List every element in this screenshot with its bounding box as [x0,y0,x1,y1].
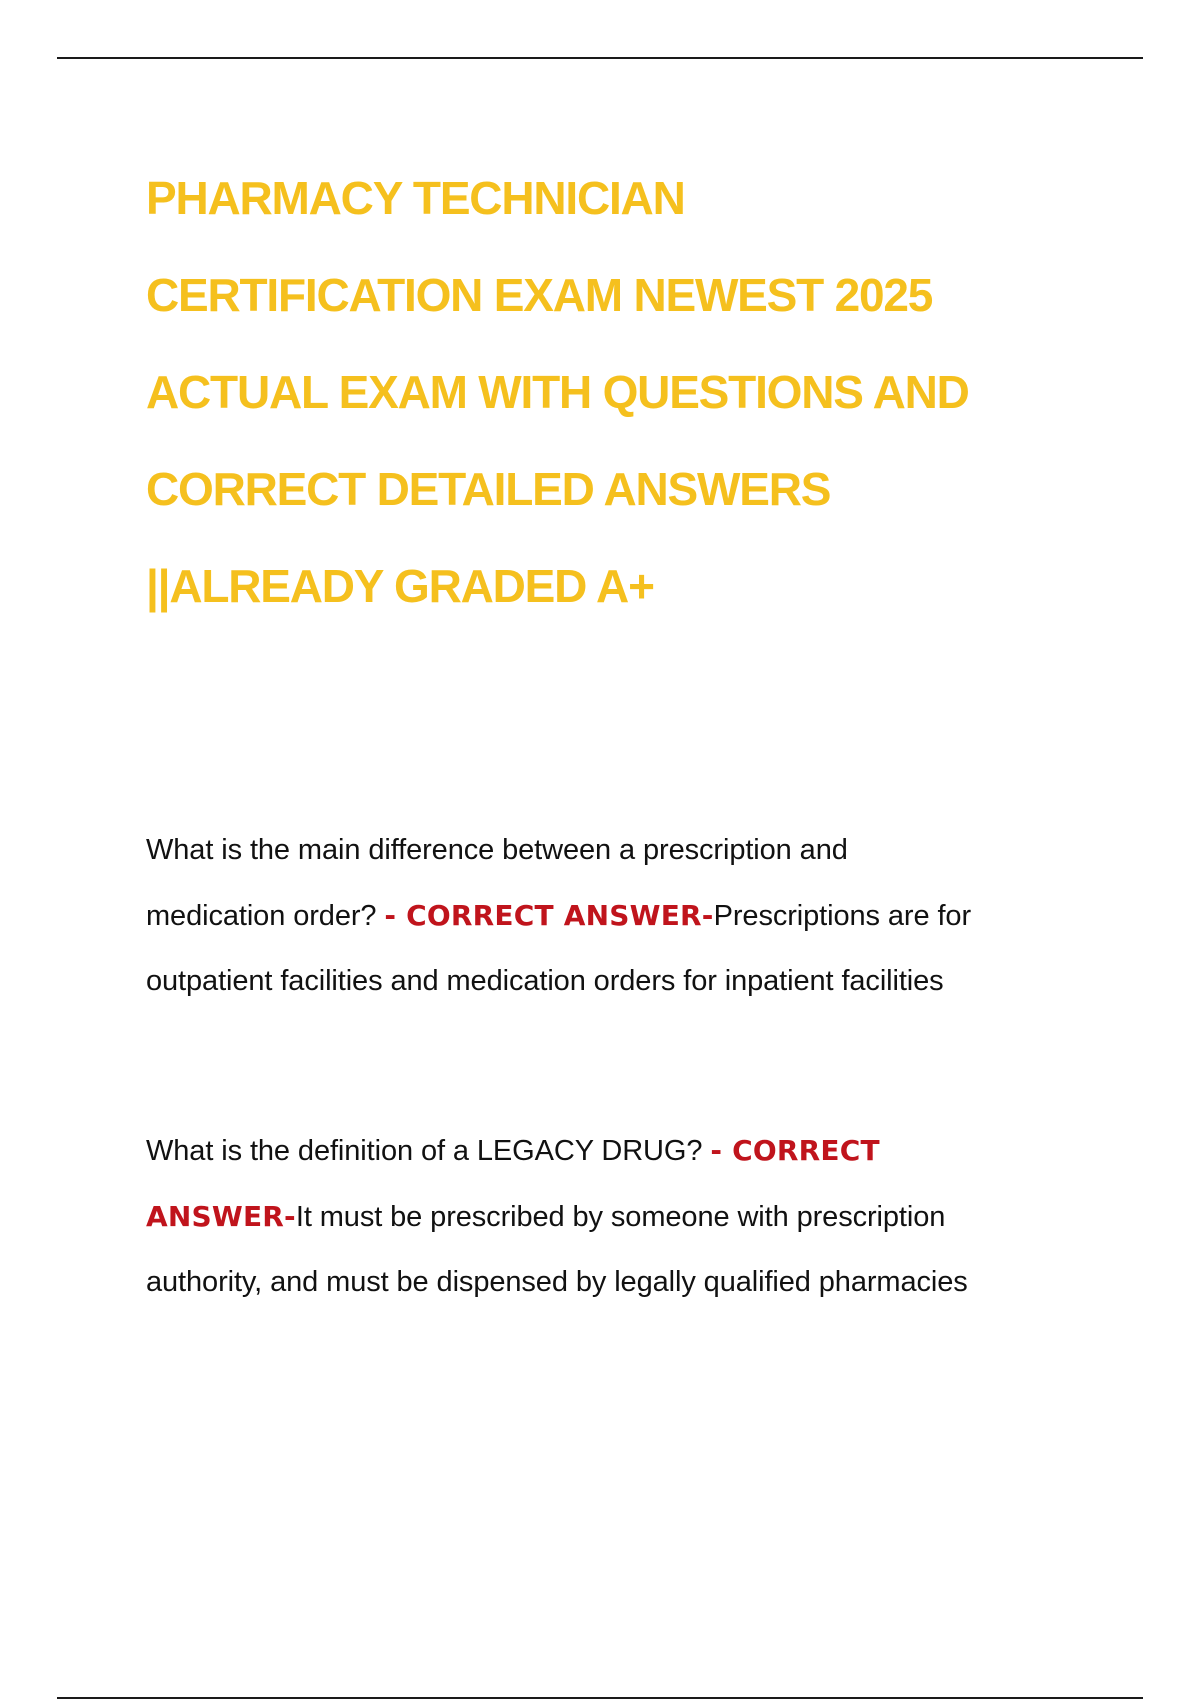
title-line-2: CERTIFICATION EXAM NEWEST 2025 [146,269,933,321]
qa1-question-end: medication order? [146,900,385,932]
correct-answer-marker: - CORRECT ANSWER- [384,899,714,932]
qa1-line-3: outpatient facilities and medication orders for inpatient facilities [146,965,944,997]
qa1-line-2 [146,883,1106,949]
question-answer-2 [146,1118,1106,1315]
top-rule [57,57,1143,59]
bottom-rule [57,1697,1143,1699]
correct-answer-marker-start: - CORRECT [710,1134,880,1167]
qa1-line-1: What is the main difference between a prescription and [146,834,848,866]
question-answer-1 [146,818,1106,1014]
title-line-4: CORRECT DETAILED ANSWERS [146,463,831,515]
qa1-answer-start: Prescriptions are for [713,900,972,932]
title-line-3: ACTUAL EXAM WITH QUESTIONS AND [146,366,969,418]
qa2-answer-start: It must be prescribed by someone with prescription [295,1201,946,1233]
document-title [146,150,1106,635]
correct-answer-marker-end: ANSWER- [146,1200,296,1233]
qa2-question: What is the definition of a LEGACY DRUG? [146,1135,711,1167]
qa2-line-1 [146,1118,1106,1184]
title-line-1: PHARMACY TECHNICIAN [146,172,685,224]
qa2-line-2 [146,1184,1106,1250]
title-line-5: ||ALREADY GRADED A+ [146,560,654,612]
qa2-line-3: authority, and must be dispensed by legally qualified pharmacies [146,1266,968,1298]
